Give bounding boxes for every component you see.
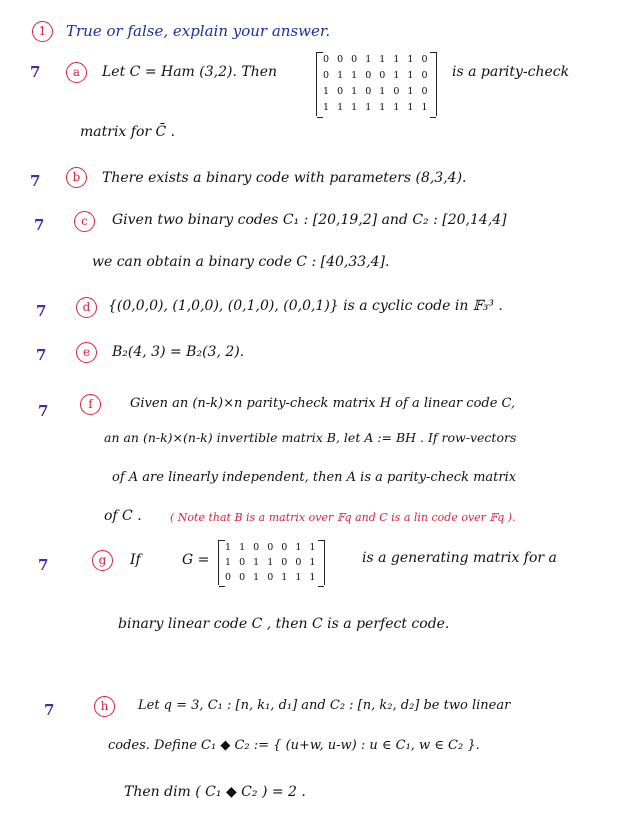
parity-check-matrix <box>316 52 437 116</box>
matrix-row: 1 1 1 1 1 1 1 1 <box>323 102 430 113</box>
score-a: 7 <box>30 63 41 81</box>
part-label-c <box>74 211 95 232</box>
score-c: 7 <box>34 216 45 234</box>
part-label-e <box>76 342 97 363</box>
part-label-b <box>66 167 87 188</box>
part-label-f <box>80 394 101 415</box>
score-h: 7 <box>44 701 55 719</box>
matrix-row: 1 0 1 0 1 0 1 0 <box>323 86 430 97</box>
part-label-d <box>76 297 97 318</box>
part-f-line3: of A are linearly independent, then A is a parity-check matrix <box>112 470 517 485</box>
part-c-continuation: we can obtain a binary code C : [40,33,4]. <box>92 254 390 270</box>
part-g-if: If <box>130 552 141 568</box>
part-h-text: Let q = 3, C₁ : [n, k₁, d₁] and C₂ : [n, k₂, d₂] be two linear <box>138 698 511 713</box>
score-f: 7 <box>38 402 49 420</box>
question-number: 1 <box>38 24 47 38</box>
part-f-line2: an an (n-k)×(n-k) invertible matrix B, let A := BH . If row-vectors <box>104 430 517 445</box>
part-f-note: ( Note that B is a matrix over 𝔽q and C is a lin code over 𝔽q ). <box>170 511 516 524</box>
part-f-text: Given an (n-k)×n parity-check matrix H of a linear code C, <box>130 396 516 411</box>
part-letter: e <box>82 345 91 359</box>
matrix-row: 1 1 0 0 0 1 1 <box>225 542 318 553</box>
part-d-text: {(0,0,0), (1,0,0), (0,1,0), (0,0,1)} is a cyclic code in 𝔽₃³ . <box>108 298 503 314</box>
part-letter: b <box>72 170 81 184</box>
part-h-line2: codes. Define C₁ ◆ C₂ := { (u+w, u-w) : u ∈ C₁, w ∈ C₂ }. <box>108 738 480 753</box>
part-c-text: Given two binary codes C₁ : [20,19,2] and C₂ : [20,14,4] <box>112 212 507 228</box>
part-g-continuation: binary linear code C , then C is a perfect code. <box>118 616 450 632</box>
part-label-h <box>94 696 115 717</box>
part-a-text: Let C = Ham (3,2). Then <box>102 64 278 80</box>
part-h-line3: Then dim ( C₁ ◆ C₂ ) = 2 . <box>124 784 306 800</box>
part-f-line4: of C . <box>104 508 142 524</box>
part-e-text: B₂(4, 3) = B₂(3, 2). <box>112 344 245 360</box>
matrix-row: 0 0 0 1 1 1 1 0 <box>323 54 430 65</box>
part-letter: f <box>88 397 93 411</box>
part-g-matrix-label: G = <box>182 552 210 568</box>
part-a-after-matrix: is a parity-check <box>452 64 570 80</box>
score-g: 7 <box>38 556 49 574</box>
part-g-after-matrix: is a generating matrix for a <box>362 550 557 566</box>
part-label-a <box>66 62 87 83</box>
score-d: 7 <box>36 302 47 320</box>
part-letter: a <box>72 65 81 79</box>
part-a-continuation: matrix for C̄ . <box>80 124 176 140</box>
score-e: 7 <box>36 346 47 364</box>
matrix-row: 1 0 1 1 0 0 1 <box>225 557 318 568</box>
question-instruction: True or false, explain your answer. <box>66 22 331 40</box>
generating-matrix <box>218 540 325 585</box>
part-b-text: There exists a binary code with parameters (8,3,4). <box>102 170 467 186</box>
part-letter: d <box>82 300 91 314</box>
matrix-row: 0 1 1 0 0 1 1 0 <box>323 70 430 81</box>
part-letter: h <box>100 699 109 713</box>
score-b: 7 <box>30 172 41 190</box>
question-number-circle <box>32 21 53 42</box>
matrix-row: 0 0 1 0 1 1 1 <box>225 572 318 583</box>
part-label-g <box>92 550 113 571</box>
part-letter: c <box>81 214 88 228</box>
part-letter: g <box>98 553 107 567</box>
